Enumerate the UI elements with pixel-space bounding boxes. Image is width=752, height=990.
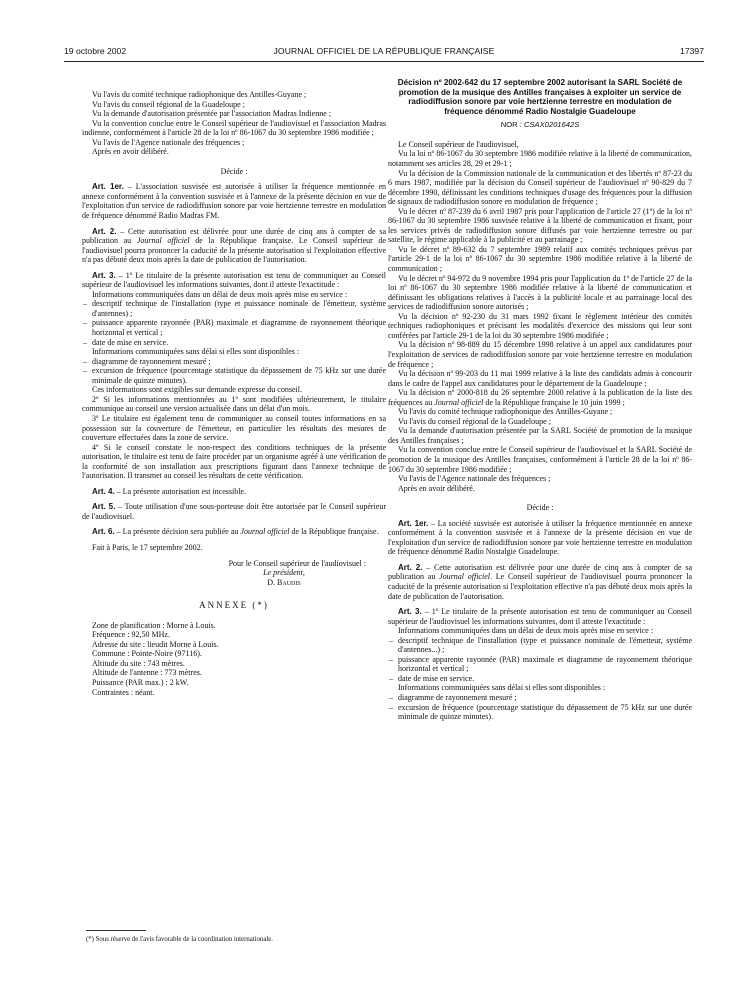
right-decide: Décide : [526,503,554,513]
left-article-3: Art. 3. – 1º Le titulaire de la présente autorisation est tenu de communiquer au Conseil supérieur de l'audiovisuel les informations suivantes, dont il atteste l'exactitude : [82,270,387,290]
left-article-5-text: Toute utilisation d'une sous-porteuse doit être autorisée par le Conseil supérieur de l'audiovisuel. [82,502,387,521]
right-article-2-label: Art. 2. [398,562,423,572]
left-info-two-months: Informations communiquées dans un délai de deux mois après mise en service : [92,289,348,299]
header-title: JOURNAL OFFICIEL DE LA RÉPUBLIQUE FRANÇAISE [273,46,495,56]
right-paragraph: Vu la décision nº 99-203 du 11 mai 1999 relative à la liste des candidats admis à concourir dans le cadre de l'appel aux candidatures pour le département de la Guadeloupe ; [388,369,692,388]
left-paragraph-4: 4º Si le conseil constate le non-respect des conditions techniques de la présente autorisation, le titulaire est tenu de faire procéder par un organisme agréé à une vérification de la conformité de son installation aux prescriptions figurant dans l'annexe technique de l'autorisation. Il transmet au conseil les résultats de cette vérification. [82,442,386,481]
left-decide: Décide : [220,166,248,176]
left-article-3-text: 1º Le titulaire de la présente autorisation est tenu de communiquer au Conseil supérieur de l'audiovisuel les informations suivantes, dont il atteste l'exactitude : [82,270,387,290]
annexe-item: Commune : Pointe-Noire (97116). [92,649,202,659]
left-column [82,90,386,697]
decision-title: Décision nº 2002-642 du 17 septembre 2002 autorisant la SARL Société de promotion de la musique des Antilles françaises à exploiter un service de radiodiffusion sonore par voie hertzienne terrestre en modulation de fréquence dénommé Radio Nostalgie Guadeloupe [397,78,683,116]
left-vu-paragraph: Vu la demande d'autorisation présentée par l'association Madras Indienne ; [92,109,331,119]
annexe-item: Contraintes : néant. [92,687,155,697]
page-header [64,46,704,60]
header-date: 19 octobre 2002 [64,46,127,56]
signature-line-3: D. Baudis [267,577,301,587]
right-article-1-label: Art. 1er. [398,518,429,528]
nor-label: NOR : [500,120,524,130]
page-number: 17397 [680,46,704,56]
signature-line-2: Le président, [263,568,305,578]
left-article-4-label: Art. 4. [92,486,115,496]
right-paragraph-jo-text-end: de la République française le 10 juin 1999 ; [483,397,625,407]
left-vu-paragraph: Après en avoir délibéré. [92,147,169,157]
left-article-1-text: L'association susvisée est autorisée à utiliser la fréquence mentionnée en annexe conformément à la convention susvisée et à l'annexe de la présente décision en vue de l'exploitation d'un service de radiodiffusion sonore par voie hertzienne terrestre en modulation de fréquence dénommé Radio Madras FM. [82,182,387,221]
left-article-6-label: Art. 6. [92,527,115,537]
right-article-2-text: Cette autorisation est délivrée pour une durée de cinq ans à compter de sa publication au [388,562,693,582]
right-paragraph: Vu la demande d'autorisation présentée par la SARL Société de promotion de la musique des Antilles françaises ; [388,426,692,445]
right-info-two-months-list [388,636,692,684]
left-article-1-label: Art. 1er. [92,182,124,192]
left-article-2-text-end: de la République française. Le Conseil supérieur de l'audiovisuel pourra prononcer la caducité de la présente autorisation si l'exploitation effective n'a pas débuté deux mois après la date de publication de l'autorisation. [82,236,386,265]
left-article-2-label: Art. 2. [92,226,117,236]
left-info-two-months-list [82,299,386,347]
list-item: – puissance apparente rayonnée (PAR) maximale et diagramme de rayonnement théorique horizontal et vertical ; [388,655,692,674]
right-article-2: Art. 2. – Cette autorisation est délivrée pour une durée de cinq ans à compter de sa publication au Journal officiel. Le Conseil supérieur de l'audiovisuel pourra prononcer la caducité de la présente autorisation si l'exploitation effective n'a pas débuté deux mois après la date de publication de l'autorisation. [388,562,693,601]
list-item: – date de mise en service. [388,674,692,684]
signature-block [82,559,386,588]
annexe-item: Altitude du site : 743 mètres. [92,658,185,668]
right-article-3: Art. 3. – 1º Le titulaire de la présente autorisation est tenu de communiquer au Conseil supérieur de l'audiovisuel les informations suivantes, dont il atteste l'exactitude : [388,607,693,626]
annexe-item: Altitude de l'antenne : 773 mètres. [92,668,202,678]
left-vu-paragraph: Vu la convention conclue entre le Conseil supérieur de l'audiovisuel et l'association Madras indienne, conformément à l'article 28 de la loi nº 86-1067 du 30 septembre 1986 modifiée ; [82,118,386,138]
left-article-2-text: Cette autorisation est délivrée pour une durée de cinq ans à compter de sa publication au [82,226,387,246]
annexe-title: ANNEXE (*) [199,600,269,611]
right-paragraph: Vu l'avis du conseil régional de la Guadeloupe ; [398,416,551,426]
list-item: – excursion de fréquence (pourcentage statistique du dépassement de 75 kHz sur une durée minimale de quinze minutes). [82,366,386,385]
right-info-immediate-list [388,693,692,722]
right-paragraph-jo-text: Vu la décision nº 2000-818 du 26 septembre 2000 relative à la publication de la liste des fréquences au [388,388,692,407]
right-paragraph: Vu la décision nº 98-889 du 15 décembre 1998 relative à un appel aux candidatures pour l'exploitation de services de radiodiffusion sonore par voie hertzienne terrestre en modulation de fréquence ; [388,340,692,369]
right-column [388,78,692,722]
left-article-5-label: Art. 5. [92,502,116,512]
right-paragraph: Vu la loi nº 86-1067 du 30 septembre 1986 modifiée relative à la liberté de communication, notamment ses articles 28, 29 et 29-1 ; [388,149,692,169]
left-paragraph-2: 2º Si les informations mentionnées au 1º sont modifiées ultérieurement, le titulaire communique au conseil une version actualisée dans un délai d'un mois. [82,394,386,414]
right-paragraph-jo [388,388,692,407]
list-item: – date de mise en service. [82,338,386,348]
nor-code: CSAX0201642S [523,120,580,130]
left-article-4: Art. 4. – La présente autorisation est incessible. [92,486,246,496]
journal-officiel-ref: Journal officiel [136,236,190,246]
right-paragraph: Vu l'avis de l'Agence nationale des fréquences ; [398,474,551,484]
left-article-6-text: La présente décision sera publiée au [122,527,241,537]
annexe-list [82,621,386,697]
header-rule [64,61,704,62]
left-article-2: Art. 2. – Cette autorisation est délivrée pour une durée de cinq ans à compter de sa publication au Journal officiel de la République française. Le Conseil supérieur de l'audiovisuel pourra prononcer la caducité de la présente autorisation si l'exploitation effective n'a pas débuté deux mois après la date de publication de l'autorisation. [82,226,387,265]
list-item: – excursion de fréquence (pourcentage statistique du dépassement de 75 kHz sur une durée minimale de quinze minutes). [388,703,692,722]
right-article-2-text-end: . Le Conseil supérieur de l'audiovisuel pourra prononcer la caducité de la présente autorisation si l'exploitation effective n'a pas débuté deux mois après la date de publication de l'autorisation. [388,572,693,601]
footnote: (*) Sous réserve de l'avis favorable de la coordination internationale. [86,936,273,943]
list-item: – diagramme de rayonnement mesuré ; [388,693,692,703]
right-paragraph: Vu la décision de la Commission nationale de la communication et des libertés nº 87-23 du 6 mars 1987, modifiée par la décision du Conseil supérieur de l'audiovisuel nº 90-829 du 7 décembre 1990, définissant les conditions techniques d'usage des fréquences pour la diffusion de signaux de radiodiffusion sonore en modulation de fréquence ; [388,168,692,207]
left-vu-list [82,90,386,157]
right-info-two-months: Informations communiquées dans un délai de deux mois après mise en service : [398,626,654,636]
right-paragraph: Vu le décret nº 94-972 du 9 novembre 1994 pris pour l'application du 1º de l'article 27 de la loi nº 86-1067 du 30 septembre 1986 modifiée relative à la liberté de communication et définissant les obligations relatives à l'accès à la publicité locale et au parrainage local des services de radiodiffusion sonore autorisés ; [388,273,692,312]
right-article-3-text: 1º Le titulaire de la présente autorisation est tenu de communiquer au Conseil supérieur de l'audiovisuel les informations suivantes, dont il atteste l'exactitude : [388,607,693,626]
nor-reference [388,120,692,130]
list-item: – descriptif technique de l'installation (type et puissance nominale de l'émetteur, système d'antennes...) ; [388,636,692,655]
left-paragraph-3: 3º Le titulaire est également tenu de communiquer au conseil toutes informations en sa possession sur la couverture de l'émetteur, en particulier les résultats des mesures de couverture effectuées dans la zone de service. [82,413,386,443]
signature-line-1: Pour le Conseil supérieur de l'audiovisuel : [228,558,366,568]
left-article-6: Art. 6. – La présente décision sera publiée au Journal officiel de la République française. [92,527,379,537]
right-paragraph: Vu la décision nº 92-230 du 31 mars 1992 fixant le règlement intérieur des comités techniques radiophoniques et précisant les modalités d'exercice des missions qui leur sont conférées par l'article 29-1 de la loi du 30 septembre 1986 modifiée ; [388,311,692,340]
right-article-1-text: La société susvisée est autorisée à utiliser la fréquence mentionnée en annexe conformément à la convention susvisée et à l'annexe de la présente décision en vue de l'exploitation d'un service de radiodiffusion sonore par voie hertzienne terrestre en modulation de fréquence dénommé Radio Nostalgie Guadeloupe. [388,518,692,557]
list-item: – descriptif technique de l'installation (type et puissance nominale de l'émetteur, système d'antennes) ; [82,299,386,318]
list-item: – diagramme de rayonnement mesuré ; [82,357,386,367]
right-article-3-label: Art. 3. [398,607,422,617]
left-article-4-text: La présente autorisation est incessible. [122,486,246,496]
list-item: – puissance apparente rayonnée (PAR) maximale et diagramme de rayonnement théorique horizontal et vertical ; [82,318,386,337]
annexe-item: Fréquence : 92,50 MHz. [92,630,170,640]
left-article-1: Art. 1er. – L'association susvisée est autorisée à utiliser la fréquence mentionnée en annexe conformément à la convention susvisée et à l'annexe de la présente décision en vue de l'exploitation d'un service de radiodiffusion sonore par voie hertzienne terrestre en modulation de fréquence dénommé Radio Madras FM. [82,182,387,221]
footnote-rule [86,930,146,931]
annexe-item: Puissance (PAR max.) : 2 kW. [92,677,189,687]
right-info-immediate: Informations communiquées sans délai si elles sont disponibles : [398,683,606,693]
left-vu-paragraph: Vu l'avis du comité technique radiophonique des Antilles-Guyane ; [92,90,307,99]
left-vu-paragraph: Vu l'avis de l'Agence nationale des fréquences ; [92,137,245,147]
right-paragraph: Vu l'avis du comité technique radiophonique des Antilles-Guyane ; [398,407,613,417]
left-info-immediate-list [82,357,386,386]
left-article-6-text-end: de la République française. [289,527,379,537]
right-paragraph: Vu la convention conclue entre le Conseil supérieur de l'audiovisuel et la SARL Société de promotion de la musique des Antilles françaises, conformément à l'article 28 de la loi nº 86-1067 du 30 septembre 1986 modifiée ; [388,445,692,474]
annexe-item: Adresse du site : lieudit Morne à Louis. [92,639,219,649]
right-paragraph: Après en avoir délibéré. [398,483,475,493]
journal-officiel-ref: Journal officiel [439,572,490,582]
right-paragraph: Vu le décret nº 89-632 du 7 septembre 1989 relatif aux comités techniques prévus par l'article 29-1 de la loi nº 86-1067 du 30 septembre 1986 modifiée relative à la liberté de communication ; [388,244,692,274]
left-info-on-request: Ces informations sont exigibles sur demande expresse du conseil. [92,385,302,395]
left-vu-paragraph: Vu l'avis du conseil régional de la Guadeloupe ; [92,99,245,109]
left-article-5: Art. 5. – Toute utilisation d'une sous-porteuse doit être autorisée par le Conseil supérieur de l'audiovisuel. [82,502,387,521]
journal-officiel-ref: Journal officiel [434,397,484,407]
left-article-3-label: Art. 3. [92,270,116,280]
right-paragraph: Le Conseil supérieur de l'audiovisuel, [398,139,519,149]
left-info-immediate: Informations communiquées sans délai si elles sont disponibles : [92,347,300,357]
journal-officiel-ref: Journal officiel [240,527,290,537]
annexe-item: Zone de planification : Morne à Louis. [92,620,216,630]
right-article-1: Art. 1er. – La société susvisée est autorisée à utiliser la fréquence mentionnée en annexe conformément à la convention susvisée et à l'annexe de la présente décision en vue de l'exploitation d'un service de radiodiffusion sonore par voie hertzienne terrestre en modulation de fréquence dénommé Radio Nostalgie Guadeloupe. [388,518,692,557]
fait-a-paris: Fait à Paris, le 17 septembre 2002. [92,542,203,552]
right-paragraph: Vu le décret nº 87-239 du 6 avril 1987 pris pour l'application de l'article 27 (1º) de la loi nº 86-1067 du 30 septembre 1986 susvisée relative à la liberté de communication et fixant, pour les services privés de radiodiffusion sonore diffusés par voie hertzienne terrestre ou par satellite, le régime applicable à la publicité et au parrainage ; [388,206,692,245]
